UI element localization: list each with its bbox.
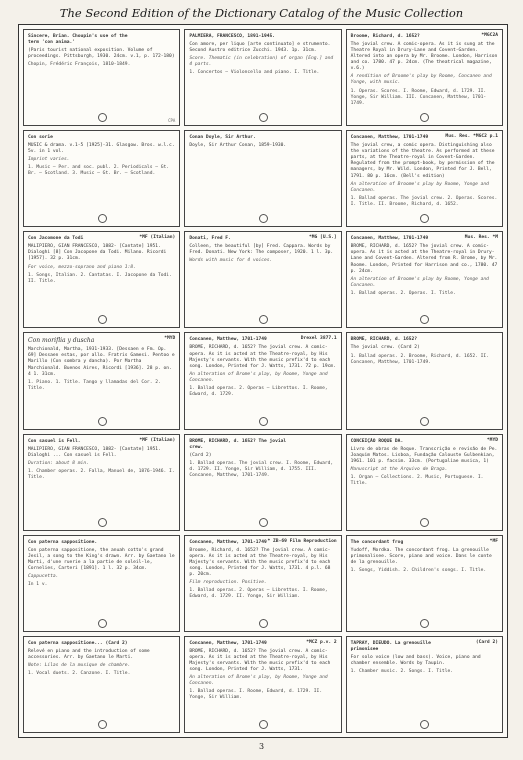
card-body: MALIPIERO, GIAN FRANCESCO, 1882- [Cantate] 1951. Dialoghi [8] Con Jacopone da Todi. Milano. Ricordi [1957]. 32 p. 31cm.	[28, 244, 167, 262]
punch-hole-icon	[420, 417, 429, 426]
card-heading: PALMIERA, FRANCESCO, 1891-1945.	[189, 34, 276, 39]
card-tracings: 1. Chamber music. 2. Songs. I. Title.	[350, 669, 453, 675]
punch-hole-icon	[98, 113, 107, 122]
card-notes: Words with music for 4 voices.	[189, 258, 273, 264]
card-tracings: 1. Ballad operas. 2. Broome, Richard, d. 1652. II. Concanen, Matthew, 1701-1749.	[350, 353, 489, 365]
call-number: *MCZ p.v. 2	[306, 639, 337, 645]
punch-hole-icon	[259, 619, 268, 628]
card-heading: CONCEIÇÃO ROQUE DA.	[350, 438, 404, 444]
call-number: *MF (Italian)	[139, 437, 176, 443]
card-heading: Con paterna sappositione... (Card 2)	[28, 640, 128, 646]
call-number: *MF (Italian)	[139, 235, 176, 241]
card-body: Yudoff, Mordka. The concordant frog. La grenouille primonalisee. Score, piano and voice. Dans le conte de la grenouille.	[350, 547, 492, 565]
card-serial: CPA	[168, 117, 176, 123]
card-notes: Score. Thematic (in celebration) of organ [Eng.] and 4 parts.	[189, 56, 334, 68]
punch-hole-icon	[259, 518, 268, 527]
page-title: The Second Edition of the Dictionary Catalog of the Music Collection	[59, 6, 464, 20]
call-number: * ZB-69 Film Reproduction	[267, 538, 337, 544]
punch-hole-icon	[259, 720, 268, 729]
card-tracings: 1. Ballad operas. The jovial crew. 2. Operas. Scores. I. Title. II. Broome, Richard, d. 1652.	[350, 195, 498, 207]
card-notes: Cappucetta.	[28, 574, 59, 580]
card-heading: The concordant frog	[350, 539, 404, 545]
card-body: BROME, RICHARD, d. 1652? The jovial crew. A comic-opera. As it is acted at the Theatre-royal in Drury-Lane and Covent-Garden. Altered from R. Brome, by Mr. Roome. London, Printed for Harrison and co., 1780. 47 p. 24cm.	[350, 244, 498, 274]
card-tracings: 1. Music — Per. and soc. publ. 2. Periodicals — Gt. Br. — Scotland. 3. Music — Gt. Br. — Scotland.	[28, 165, 170, 177]
catalog-card	[23, 535, 180, 632]
catalog-card	[346, 29, 503, 126]
punch-hole-icon	[98, 315, 107, 324]
card-notes: An alteration of Brome's play, by Roome, Yonge and Concanen.	[189, 675, 328, 687]
card-heading: Con moriflia y duscha	[28, 337, 95, 345]
card-heading: TAPRAY, DIEUDO. La grenouille primonisee	[350, 640, 431, 652]
call-number: *MGC2A	[481, 33, 498, 38]
card-tracings: 1. Concertos — Violoncello and piano. I. Title.	[189, 70, 320, 76]
punch-hole-icon	[420, 619, 429, 628]
card-tracings: 1. Chamber operas. 2. Falla, Manuel de, 1876-1946. I. Title.	[28, 468, 175, 480]
punch-hole-icon	[98, 417, 107, 426]
call-number: *MYD	[486, 437, 498, 443]
card-body: MUSIC & drama. v.1-5 [1925]-31. Glasgow. Bros. w.l.c. 5v. in 1 vol.	[28, 143, 175, 155]
punch-hole-icon	[420, 214, 429, 223]
card-heading: Donati, Fred F.	[189, 236, 231, 242]
card-notes: For voice, mezzo-soprano and piano 1:8.	[28, 264, 136, 270]
card-notes: Manuscript at the Arquivo de Braga.	[350, 466, 448, 472]
catalog-card	[346, 535, 503, 632]
card-heading: Concanen, Matthew, 1701-1749	[350, 236, 429, 242]
card-notes: An alteration of Brome's play, by Roome, Yonge and Concanen.	[189, 371, 328, 383]
call-number: Drexel 3877.1	[300, 336, 337, 342]
card-tracings: 1. Ballad operas. I. Roome, Edward, d. 1729. II. Yonge, Sir William.	[189, 689, 323, 701]
punch-hole-icon	[259, 214, 268, 223]
card-heading: BROME, RICHARD, d. 1652? The jovial crew.	[189, 438, 287, 450]
card-heading: Broome, Richard, d. 1652?	[350, 34, 420, 39]
call-number: *MF	[489, 538, 498, 544]
card-tracings: 1. Ballad operas. 2. Operas — Librettos. I. Roome, Edward, d. 1729. II. Yonge, Sir William.	[189, 588, 328, 600]
card-notes: Note: Lilas de la musique de chambre.	[28, 663, 131, 669]
catalog-card	[184, 434, 341, 531]
catalog-card	[23, 130, 180, 227]
call-number: Mus. Res. *M	[464, 235, 498, 241]
card-body: Con paterna sappositione, the anuah cotto's grand Jesil, a song to the King's drawn. Arr. by Gaetano le Marti, d'une ruerie a la partie de soleil-le, Cornelies, Carteri [1891]. 1 l. 32 p. 34cm.	[28, 547, 175, 571]
card-notes: Film reproduction. Positive.	[189, 580, 267, 586]
card-tracings: 1. Songs, Yiddish. 2. Children's songs. I. Title.	[350, 567, 487, 573]
punch-hole-icon	[259, 417, 268, 426]
punch-hole-icon	[259, 315, 268, 324]
card-tracings: 1. Piano. 1. Title. Tango y llamadas del Cor. 2. Title.	[28, 379, 161, 391]
card-body: Relevé en piano and the introduction of some accessories. Arr. by Gaetano le Marti.	[28, 648, 150, 660]
card-heading: Sincere, Brian. Choupin's use of the term 'con anima.'	[28, 34, 128, 46]
catalog-card	[184, 535, 341, 632]
punch-hole-icon	[98, 720, 107, 729]
catalog-card	[23, 332, 180, 429]
card-body: MALIPIERO, GIAN FRANCESCO, 1882- [Cantate] 1951. Dialoghi ... Con sasuel is Fell.	[28, 446, 161, 458]
card-heading: Concanen, Matthew, 1701-1749	[189, 640, 267, 646]
catalog-card	[184, 231, 341, 328]
card-tracings: Chopin, Frédéric François, 1810-1849.	[28, 62, 131, 68]
card-heading: Conan Doyle, Sir Arthur.	[189, 135, 256, 141]
catalog-sheet	[18, 24, 508, 738]
card-heading: Concanen, Matthew, 1701-1749	[189, 337, 267, 343]
card-body: (Paris tourist national exposition. Volume of proceedings. Pittsburgh, 1930. 24cm. v.1, p. 172-180)	[28, 48, 175, 60]
card-heading: Con paterna sappositione.	[28, 539, 98, 545]
card-body: The jovial crew. A comic-opera. As it is sung at the Theatre Royal in Drury-Lane and Covent-Garden. Altered into an opera by Mr. Broome. London, Harrison and co. 1780. 47 p. 24cm. (The theatrical magazine, v.6.)	[350, 42, 498, 72]
card-tracings: 1. Songs, Italian. 2. Cantatas. I. Jacopone da Todi. II. Title.	[28, 272, 172, 284]
card-grid	[23, 29, 503, 733]
card-heading: Con Jacomone da Todi	[28, 236, 84, 242]
card-body: BROME, RICHARD, d. 1652? The jovial crew. A comic-opera. As it is acted at the Theatre-royal, by His Majesty's servants. With the music prefix'd to each song. London, Printed for J. Watts, 1731.	[189, 648, 331, 673]
call-number: *MYD	[164, 336, 176, 342]
catalog-card	[346, 130, 503, 227]
punch-hole-icon	[420, 113, 429, 122]
card-body: Broome, Richard, d. 1652? The jovial crew. A comic-opera. As it is acted at the Theatre-royal, by His Majesty's servants. With the music prefix'd to each song. London, Printed for J. Watts, 1731. 4 p.l. 68 p. 20cm.	[189, 547, 331, 578]
card-body: Livro de obras de Roque. Transcrição e revisão de Pe. Joaquim Matos. Lisboa, Fundação Calouste Gulbenkian, 1961. 101 p. facsim. 33cm. (Portugaliae musica, 1)	[350, 446, 498, 464]
card-tracings: 1. Ballad operas. The jovial crew. I. Roome, Edward, d. 1729. II. Yonge, Sir William, d. 1755. III. Concanen, Matthew, 1701-1749.	[189, 460, 334, 478]
punch-hole-icon	[98, 214, 107, 223]
card-tracings: In 1 v.	[28, 582, 48, 588]
punch-hole-icon	[259, 113, 268, 122]
card-body: The jovial crew. (Card 2)	[350, 345, 420, 351]
catalog-card	[184, 29, 341, 126]
catalog-card	[23, 231, 180, 328]
card-body: The jovial crew, a comic opera. Distinguishing also the variations of the theatre. As performed at these parts, at the Theatre-royal in Covent-Garden. Regulated from the prompt-book, by permission of the managers, by Mr. Wild. London, Printed for J. Bell, 1791. 80 p. 16cm. (Bell's edition)	[350, 143, 495, 179]
card-notes: An alteration of Broome's play by Roome, Yonge and Concanen.	[350, 181, 489, 193]
card-body: Marchionald, Martha, 1931-1933. [Dessaen e Fm. Op. 69] Dessaen estas, por allo. Fratris Gamesi. Pentoo e Marillo (Con sombra y dancha). Por Martha Marchionald. Buenos Aires, Ricordi [1936]. 28 p. on. 4 1. 31cm.	[28, 347, 175, 377]
card-heading: BROME, RICHARD, d. 1652?	[350, 337, 418, 343]
catalog-card	[346, 332, 503, 429]
punch-hole-icon	[420, 315, 429, 324]
card-body: Doyle, Sir Arthur Conan, 1859-1930.	[189, 143, 287, 149]
card-tracings: 1. Organ — Collections. 2. Music, Portuguese. I. Title.	[350, 474, 484, 486]
card-heading: Con sasuel is Fell.	[28, 438, 81, 444]
page-number: 3	[258, 742, 265, 751]
call-number: Mus. Res. *MGC2 p.1	[445, 134, 498, 140]
card-body: Con amore, per liquo [arte continuato] e strumento. Second Austro editrice Zucchi. 1943. 1p. 31cm.	[189, 42, 331, 54]
card-body: Colleen, the beautiful [by] Fred. Cappara. Words by Fred. Donati. New York: The composer, 1920. 1 l. 3p.	[189, 244, 334, 256]
call-number: (Card 2)	[475, 639, 498, 645]
catalog-card	[184, 130, 341, 227]
catalog-card	[23, 29, 180, 126]
card-tracings: 1. Vocal duets. 2. Canzone. I. Title.	[28, 671, 131, 677]
catalog-card	[346, 434, 503, 531]
card-tracings: 1. Operas. Scores. I. Roome, Edward, d. 1729. II. Yonge, Sir William. III. Concanen, Matthew, 1701-1749.	[350, 88, 487, 106]
card-notes: An alteration of Broome's play by Roome, Yonge and Concanen.	[350, 276, 489, 288]
card-notes: Imprint varies.	[28, 157, 70, 163]
card-notes: A rendition of Broome's play by Roome, Concanen and Yonge, with music.	[350, 74, 492, 86]
punch-hole-icon	[98, 518, 107, 527]
catalog-card	[23, 434, 180, 531]
card-tracings: 1. Ballad operas. 2. Operas. I. Title.	[350, 290, 456, 296]
card-heading: Concanen, Matthew, 1701-1749	[350, 135, 429, 141]
punch-hole-icon	[420, 720, 429, 729]
card-body: (Card 2)	[189, 452, 212, 458]
card-heading: Con sorie	[28, 135, 53, 141]
punch-hole-icon	[420, 518, 429, 527]
card-tracings: 1. Ballad operas. 2. Operas — Librettos. I. Roome, Edward, d. 1729.	[189, 385, 328, 397]
card-body: For solo voice (low and bass). Voice, piano and chamber ensemble. Words by Taupin.	[350, 654, 481, 667]
catalog-card	[184, 636, 341, 733]
catalog-card	[346, 231, 503, 328]
catalog-card	[184, 332, 341, 429]
card-notes: Duration: about 8 min.	[28, 460, 89, 466]
card-heading: Concanen, Matthew, 1701-1749	[189, 539, 267, 545]
catalog-card	[346, 636, 503, 733]
call-number: *MG [U.S.]	[308, 235, 337, 241]
card-body: BROME, RICHARD, d. 1652? The jovial crew. A comic-opera. As it is acted at the Theatre-royal, by His Majesty's servants. With the music prefix'd to each song. London, Printed for J. Watts, 1731. 72 p. 19cm.	[189, 345, 336, 369]
catalog-card	[23, 636, 180, 733]
punch-hole-icon	[98, 619, 107, 628]
